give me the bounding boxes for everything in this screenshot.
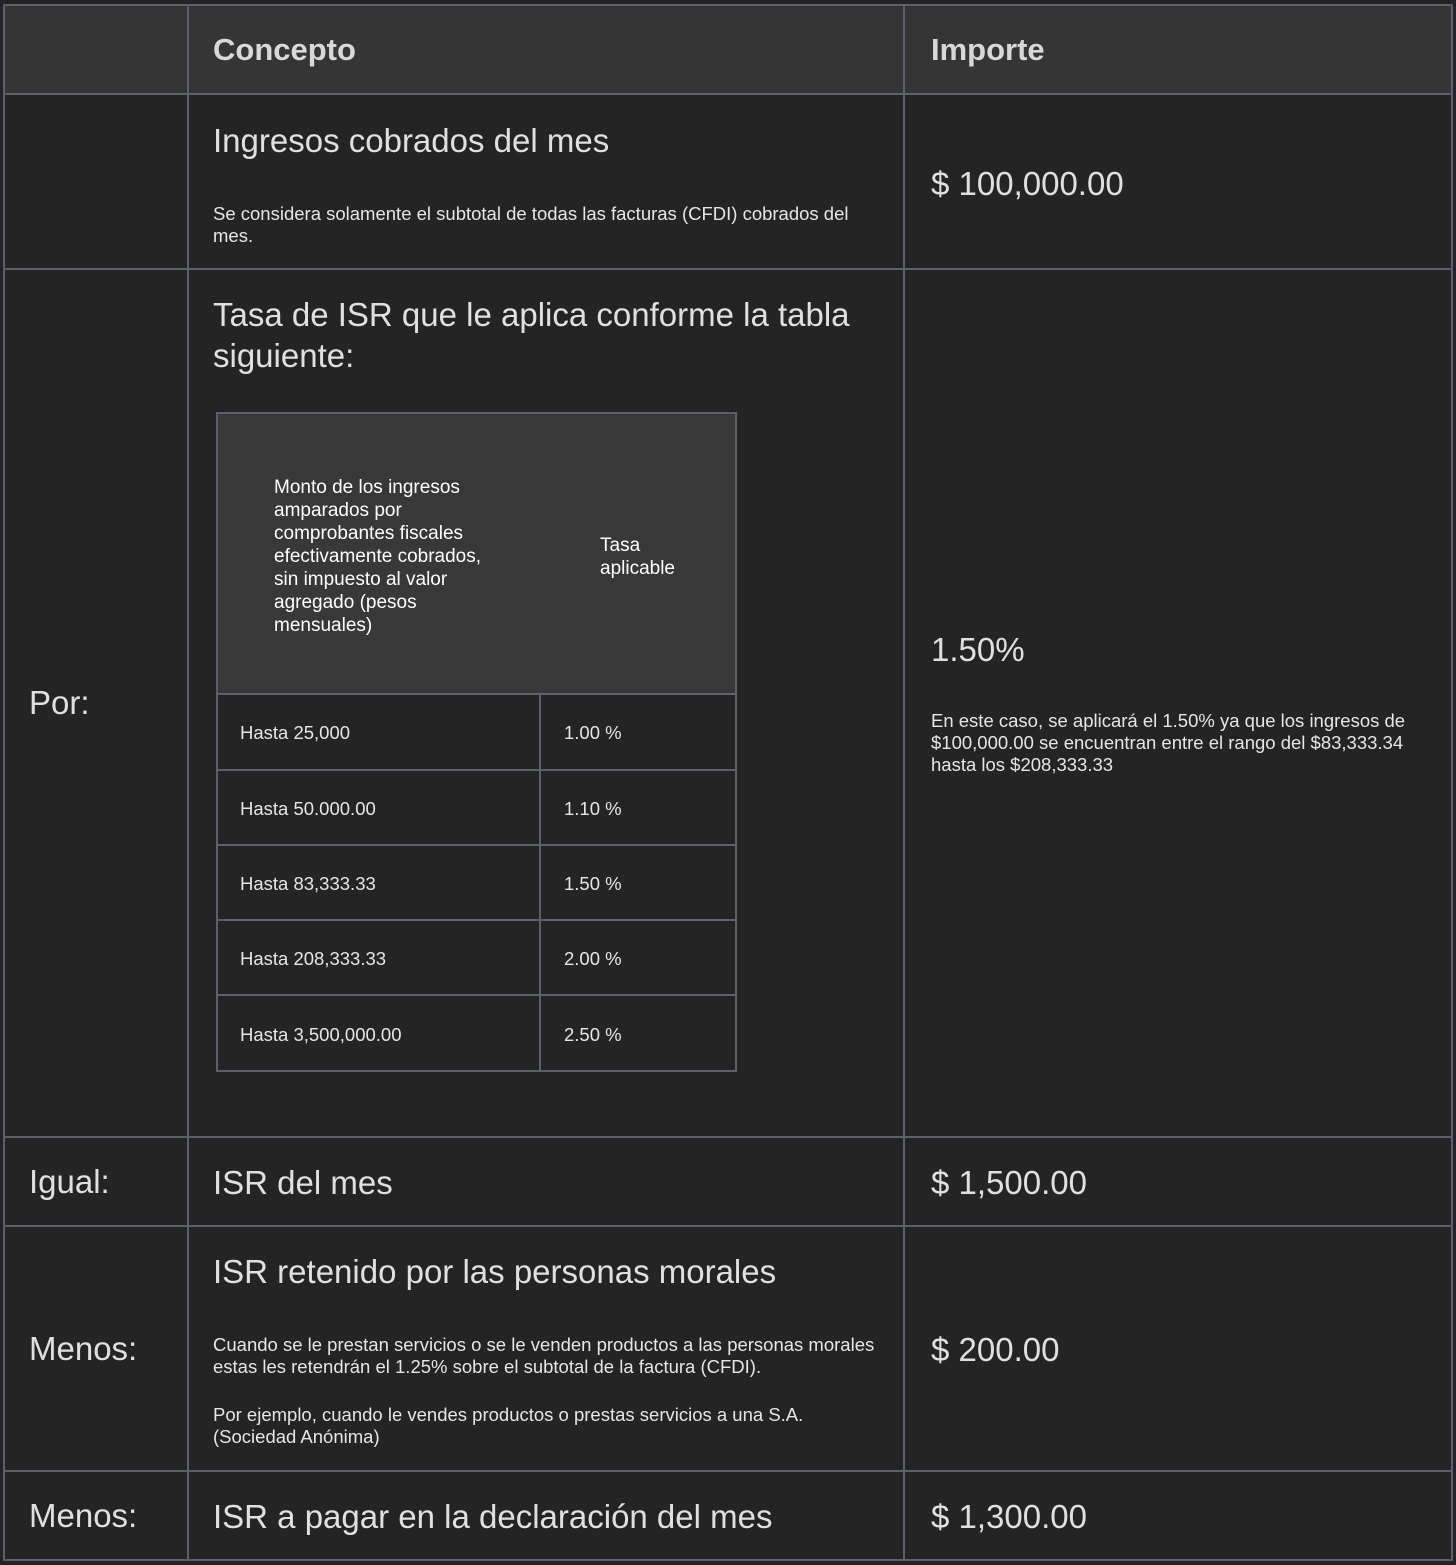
row-note-isr-retenido: Cuando se le prestan servicios o se le venden productos a las personas morales estas les retendrán el 1.25% sobre el subtotal de la factura (CFDI). [213, 1334, 875, 1377]
rate-row-range: Hasta 83,333.33 [240, 873, 376, 894]
rate-table-header-tasa: Tasa aplicable [600, 535, 675, 579]
rate-row-rate: 1.10 % [564, 798, 622, 819]
column-divider [187, 6, 189, 1559]
rate-table-divider [218, 844, 735, 846]
row-divider [5, 268, 1451, 270]
rate-table-header-monto: Monto de los ingresos amparados por comprobantes fiscales efectivamente cobrados, sin impuesto al valor agregado (pesos mensuales) [274, 477, 482, 636]
row-title-isr-mes: ISR del mes [213, 1164, 393, 1201]
rate-row-range: Hasta 3,500,000.00 [240, 1024, 402, 1045]
rate-row-range: Hasta 208,333.33 [240, 948, 387, 969]
rate-table-divider [218, 693, 735, 695]
header-importe: Importe [931, 32, 1045, 67]
rate-table-column-divider [539, 695, 541, 1070]
rate-table-divider [218, 919, 735, 921]
row-note-ingresos: Se considera solamente el subtotal de todas las facturas (CFDI) cobrados del mes. [213, 203, 849, 246]
column-divider [903, 6, 905, 1559]
amount-ingresos: $ 100,000.00 [931, 165, 1124, 202]
row-divider [5, 1470, 1451, 1472]
row-divider [5, 1225, 1451, 1227]
header-concepto: Concepto [213, 32, 356, 67]
row-label-igual: Igual: [29, 1163, 110, 1200]
row-note-tasa: En este caso, se aplicará el 1.50% ya que los ingresos de $100,000.00 se encuentran entre el rango del $83,333.34 hasta los $208,333.33 [931, 710, 1406, 775]
row-title-isr-retenido: ISR retenido por las personas morales [213, 1253, 777, 1290]
row-divider [5, 1136, 1451, 1138]
row-divider [5, 93, 1451, 95]
row-title-tasa: Tasa de ISR que le aplica conforme la tabla siguiente: [213, 296, 850, 374]
amount-isr-retenido: $ 200.00 [931, 1331, 1060, 1368]
rate-row-rate: 2.00 % [564, 948, 622, 969]
rate-row-range: Hasta 25,000 [240, 722, 351, 743]
amount-isr-mes: $ 1,500.00 [931, 1164, 1087, 1201]
amount-tasa: 1.50% [931, 631, 1025, 668]
row-title-isr-pagar: ISR a pagar en la declaración del mes [213, 1498, 773, 1535]
rate-row-rate: 2.50 % [564, 1024, 622, 1045]
rate-row-rate: 1.50 % [564, 873, 622, 894]
isr-calculation-table [3, 4, 1453, 1561]
row-label-por: Por: [29, 684, 90, 721]
row-label-menos: Menos: [29, 1497, 138, 1534]
amount-isr-pagar: $ 1,300.00 [931, 1498, 1087, 1535]
rate-row-range: Hasta 50.000.00 [240, 798, 376, 819]
rate-row-rate: 1.00 % [564, 722, 622, 743]
rate-table-divider [218, 994, 735, 996]
row-note-isr-retenido-ejemplo: Por ejemplo, cuando le vendes productos o prestas servicios a una S.A. (Sociedad Anónima) [213, 1404, 804, 1447]
row-label-menos: Menos: [29, 1330, 138, 1367]
row-title-ingresos: Ingresos cobrados del mes [213, 122, 610, 159]
rate-table-divider [218, 769, 735, 771]
rate-table [216, 412, 737, 1072]
